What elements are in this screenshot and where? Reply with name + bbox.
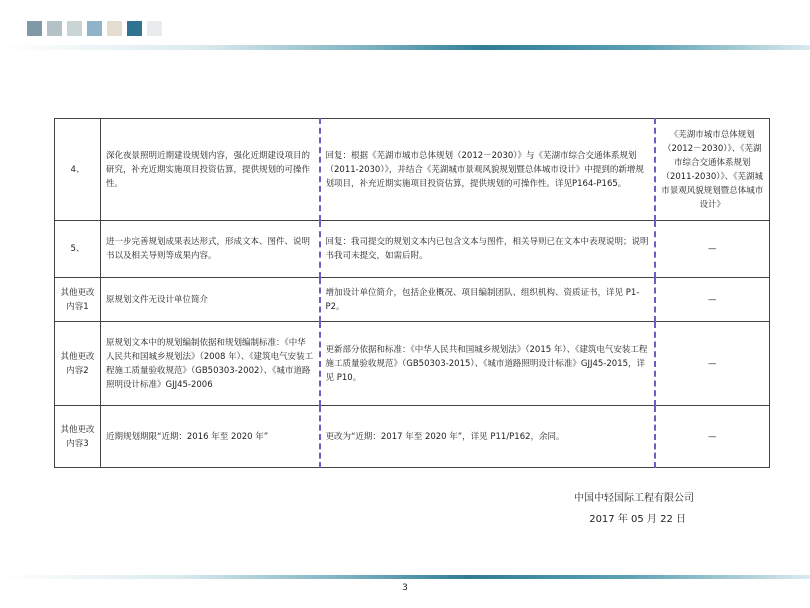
revision-table xyxy=(54,118,770,468)
swatch-3 xyxy=(67,21,82,36)
swatch-6 xyxy=(127,21,142,36)
reference-docs: — xyxy=(655,406,770,468)
swatch-7 xyxy=(147,21,162,36)
original-content: 深化夜景照明近期建设规划内容，强化近期建设项目的研究，补充近期实施项目投资估算，提供规划的可操作性。 xyxy=(101,119,320,221)
row-number: 其他更改内容1 xyxy=(55,278,101,322)
swatch-5 xyxy=(107,21,122,36)
reference-docs: — xyxy=(655,322,770,406)
table-row xyxy=(55,221,770,278)
reply-content: 回复：我司提交的规划文本内已包含文本与图件，相关导则已在文本中表现说明；说明书我司未提交，如需后附。 xyxy=(320,221,655,278)
footer-band xyxy=(0,575,810,579)
reference-docs: — xyxy=(655,278,770,322)
signature-date: 2017 年 05 月 22 日 xyxy=(589,514,686,525)
swatch-1 xyxy=(27,21,42,36)
original-content: 进一步完善规划成果表达形式，形成文本、图件、说明书以及相关导则等成果内容。 xyxy=(101,221,320,278)
swatch-4 xyxy=(87,21,102,36)
original-content: 原规划文件无设计单位简介 xyxy=(101,278,320,322)
row-number: 4、 xyxy=(55,119,101,221)
table-row xyxy=(55,278,770,322)
reference-docs: — xyxy=(655,221,770,278)
table-row xyxy=(55,322,770,406)
reply-content: 更改为“近期：2017 年至 2020 年”，详见 P11/P162，余同。 xyxy=(320,406,655,468)
original-content: 近期规划期限“近期：2016 年至 2020 年” xyxy=(101,406,320,468)
reply-content: 更新部分依据和标准：《中华人民共和国城乡规划法》（2015 年）、《建筑电气安装工程施工质量验收规范》（GB50303-2015）、《城市道路照明设计标准》GJJ45-2015，详见 P10。 xyxy=(320,322,655,406)
reply-content: 回复：根据《芜湖市城市总体规划（2012－2030）》与《芜湖市综合交通体系规划（2011-2030）》，并结合《芜湖城市景观风貌规划暨总体城市设计》中提到的新增规划项目，补充近期实施项目投资估算，提供规划的可操作性。详见P164-P165。 xyxy=(320,119,655,221)
original-content: 原规划文本中的规划编制依据和规划编制标准：《中华人民共和国城乡规划法》（2008 年）、《建筑电气安装工程施工质量验收规范》（GB50303-2002）、《城市道路照明设计标准》GJJ45-2006 xyxy=(101,322,320,406)
header-color-swatches xyxy=(27,21,162,36)
table-row xyxy=(55,119,770,221)
row-number: 其他更改内容3 xyxy=(55,406,101,468)
reply-content: 增加设计单位简介，包括企业概况、项目编制团队、组织机构、资质证书，详见 P1-P2。 xyxy=(320,278,655,322)
table-row xyxy=(55,406,770,468)
company-signature: 中国中轻国际工程有限公司 xyxy=(574,493,694,504)
page-number: 3 xyxy=(402,583,408,593)
swatch-2 xyxy=(47,21,62,36)
row-number: 其他更改内容2 xyxy=(55,322,101,406)
reference-docs: 《芜湖市城市总体规划（2012－2030）》、《芜湖市综合交通体系规划（2011-2030）》、《芜湖城市景观风貌规划暨总体城市设计》 xyxy=(655,119,770,221)
row-number: 5、 xyxy=(55,221,101,278)
header-band xyxy=(0,45,810,50)
